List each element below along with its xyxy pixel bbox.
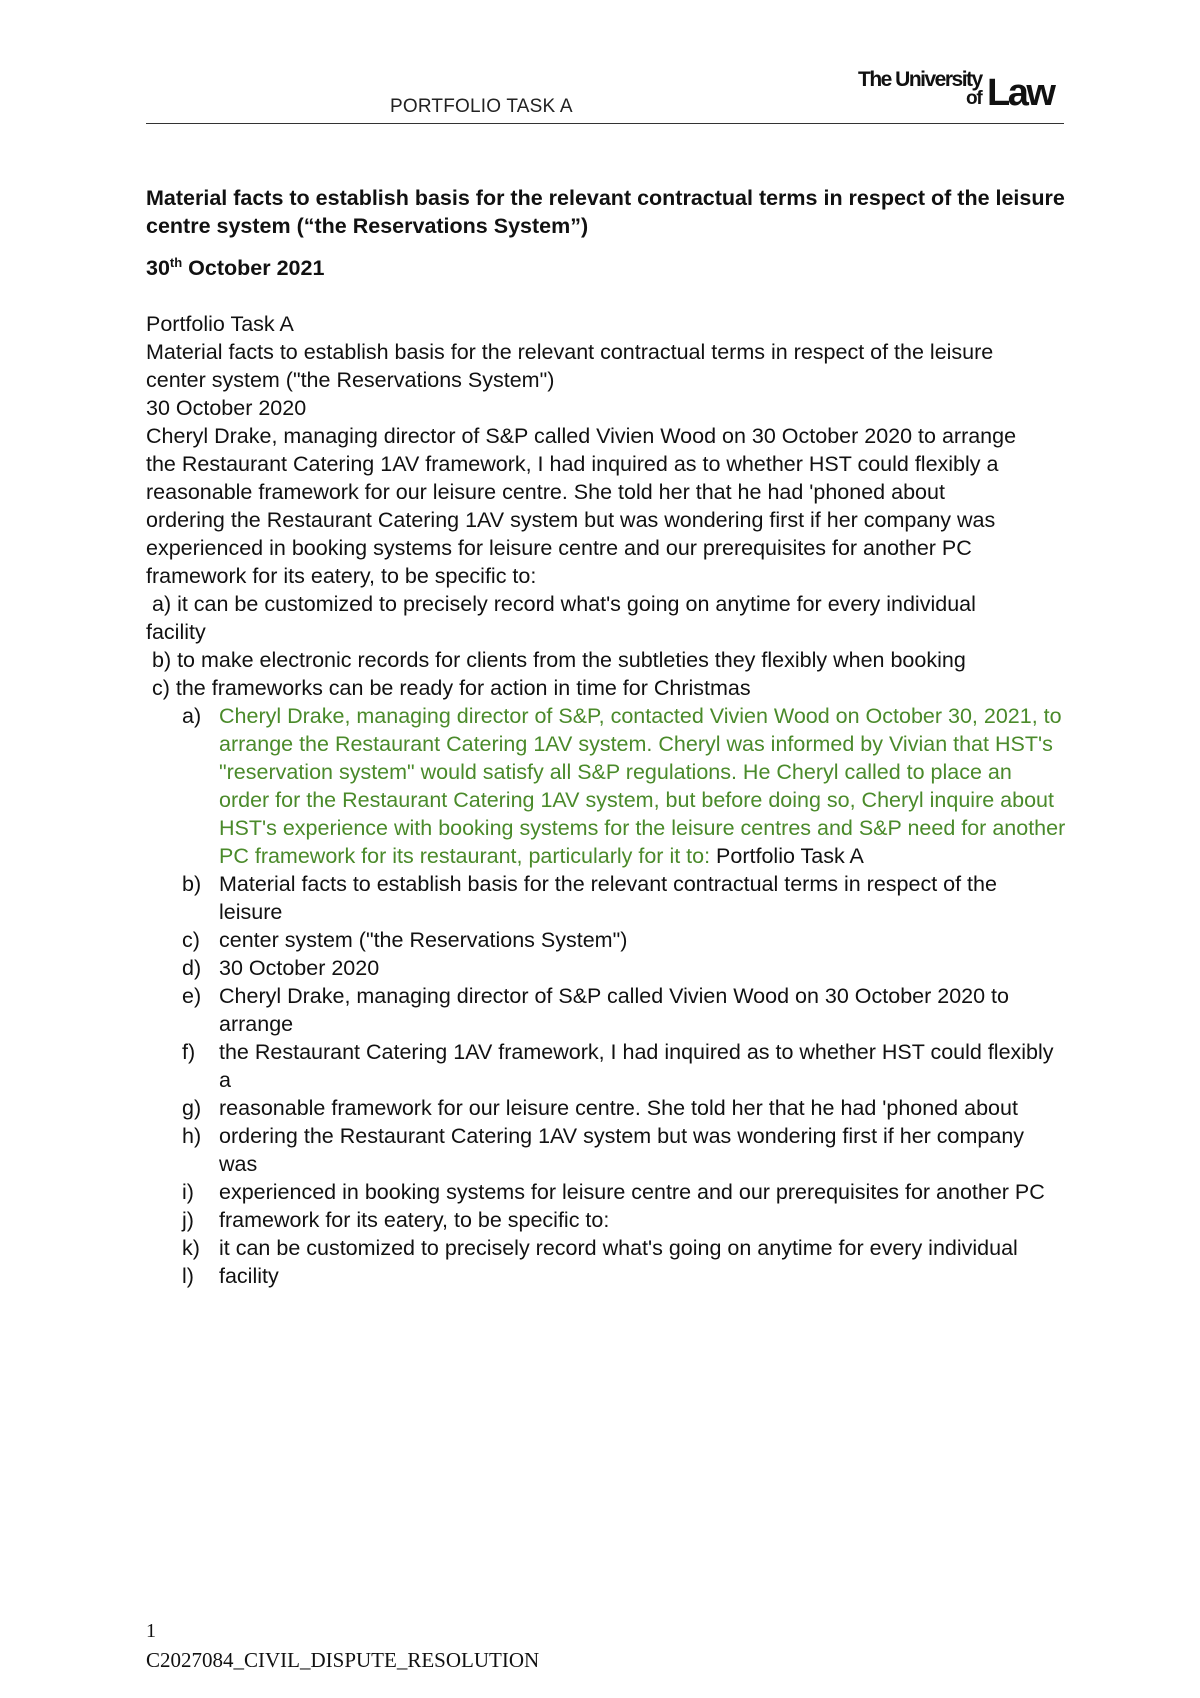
- list-item-text: reasonable framework for our leisure centre. She told her that he had 'phoned about: [219, 1096, 1018, 1120]
- body-line: experienced in booking systems for leisure centre and our prerequisites for another PC: [146, 536, 972, 560]
- list-item: [146, 702, 1066, 870]
- list-marker: j): [182, 1208, 194, 1232]
- list-item-text: the Restaurant Catering 1AV framework, I had inquired as to whether HST could flexibly a: [219, 1040, 1054, 1092]
- list-marker: b): [182, 872, 202, 896]
- list-item-text: facility: [219, 1264, 279, 1288]
- list-marker: l): [182, 1264, 194, 1288]
- date-day: 30: [146, 256, 170, 280]
- body-line: ordering the Restaurant Catering 1AV system but was wondering first if her company was: [146, 508, 996, 532]
- header-divider: [146, 123, 1064, 124]
- body-line: facility: [146, 620, 206, 644]
- list-marker: k): [182, 1236, 200, 1260]
- body-line: the Restaurant Catering 1AV framework, I had inquired as to whether HST could flexibly a: [146, 452, 999, 476]
- body-line: reasonable framework for our leisure centre. She told her that he had 'phoned about: [146, 480, 945, 504]
- list-marker: d): [182, 956, 202, 980]
- list-marker: g): [182, 1096, 202, 1120]
- list-item: [146, 1234, 1066, 1262]
- list-item-text: center system ("the Reservations System"): [219, 928, 628, 952]
- lettered-list: [146, 702, 1066, 1290]
- list-item: [146, 926, 1066, 954]
- list-item-text: framework for its eatery, to be specific to:: [219, 1208, 610, 1232]
- header-title: PORTFOLIO TASK A: [390, 96, 573, 117]
- date-suffix: th: [169, 254, 183, 270]
- spacer: [146, 282, 1066, 310]
- highlighted-text: Cheryl Drake, managing director of S&P, contacted Vivien Wood on October 30, 2021, to arrange the Restaurant Catering 1AV system. Cheryl was informed by Vivian that HST's "reservation system" would satisfy all S&P regulations. He Cheryl called to place an order for the Restaurant Catering 1AV system, but before doing so, Cheryl inquire about HST's experience with booking systems for the leisure centres and S&P need for another PC framework for its restaurant, particularly for it to:: [219, 704, 1066, 868]
- university-logo: [858, 68, 1068, 116]
- list-item-text: Portfolio Task A: [710, 844, 864, 868]
- body-paragraphs: [146, 310, 1066, 702]
- list-item-text: Material facts to establish basis for the relevant contractual terms in respect of the leisure: [219, 872, 997, 924]
- list-item: [146, 1206, 1066, 1234]
- list-item: [146, 1038, 1066, 1094]
- list-item: [146, 1094, 1066, 1122]
- logo-line-1: The University: [858, 68, 982, 91]
- list-item-text: experienced in booking systems for leisure centre and our prerequisites for another PC: [219, 1180, 1045, 1204]
- body-line: 30 October 2020: [146, 396, 307, 420]
- body-line: b) to make electronic records for clients from the subtleties they flexibly when booking: [146, 648, 966, 672]
- list-item: [146, 870, 1066, 926]
- body-line: Material facts to establish basis for the relevant contractual terms in respect of the leisure: [146, 340, 994, 364]
- list-item: [146, 954, 1066, 982]
- list-marker: c): [182, 928, 200, 952]
- body-line: a) it can be customized to precisely record what's going on anytime for every individual: [146, 592, 976, 616]
- logo-line-3: Law: [987, 72, 1054, 114]
- body-line: c) the frameworks can be ready for action in time for Christmas: [146, 676, 751, 700]
- list-item: [146, 1262, 1066, 1290]
- list-item-text: it can be customized to precisely record what's going on anytime for every individual: [219, 1236, 1018, 1260]
- list-item-text: Cheryl Drake, managing director of S&P called Vivien Wood on 30 October 2020 to arrange: [219, 984, 1009, 1036]
- list-item: [146, 982, 1066, 1038]
- list-item-text: ordering the Restaurant Catering 1AV system but was wondering first if her company was: [219, 1124, 1025, 1176]
- list-marker: h): [182, 1124, 202, 1148]
- body-line: center system ("the Reservations System"): [146, 368, 555, 392]
- list-marker: f): [182, 1040, 196, 1064]
- footer-document-code: C2027084_CIVIL_DISPUTE_RESOLUTION: [146, 1648, 540, 1672]
- document-date: [146, 254, 1066, 282]
- page-number: 1: [146, 1620, 156, 1642]
- logo-line-2: of: [966, 88, 982, 109]
- list-item-text: 30 October 2020: [219, 956, 380, 980]
- list-marker: a): [182, 704, 202, 728]
- body-line: framework for its eatery, to be specific to:: [146, 564, 537, 588]
- list-marker: e): [182, 984, 202, 1008]
- list-item: [146, 1122, 1066, 1178]
- list-item: [146, 1178, 1066, 1206]
- document-heading: Material facts to establish basis for the relevant contractual terms in respect of the leisure centre system (“the Reservations System”): [146, 186, 1065, 238]
- body-line: Cheryl Drake, managing director of S&P called Vivien Wood on 30 October 2020 to arrange: [146, 424, 1017, 448]
- list-marker: i): [182, 1180, 194, 1204]
- body-line: Portfolio Task A: [146, 312, 294, 336]
- date-rest: October 2021: [182, 256, 325, 280]
- document-body: [146, 184, 1066, 1290]
